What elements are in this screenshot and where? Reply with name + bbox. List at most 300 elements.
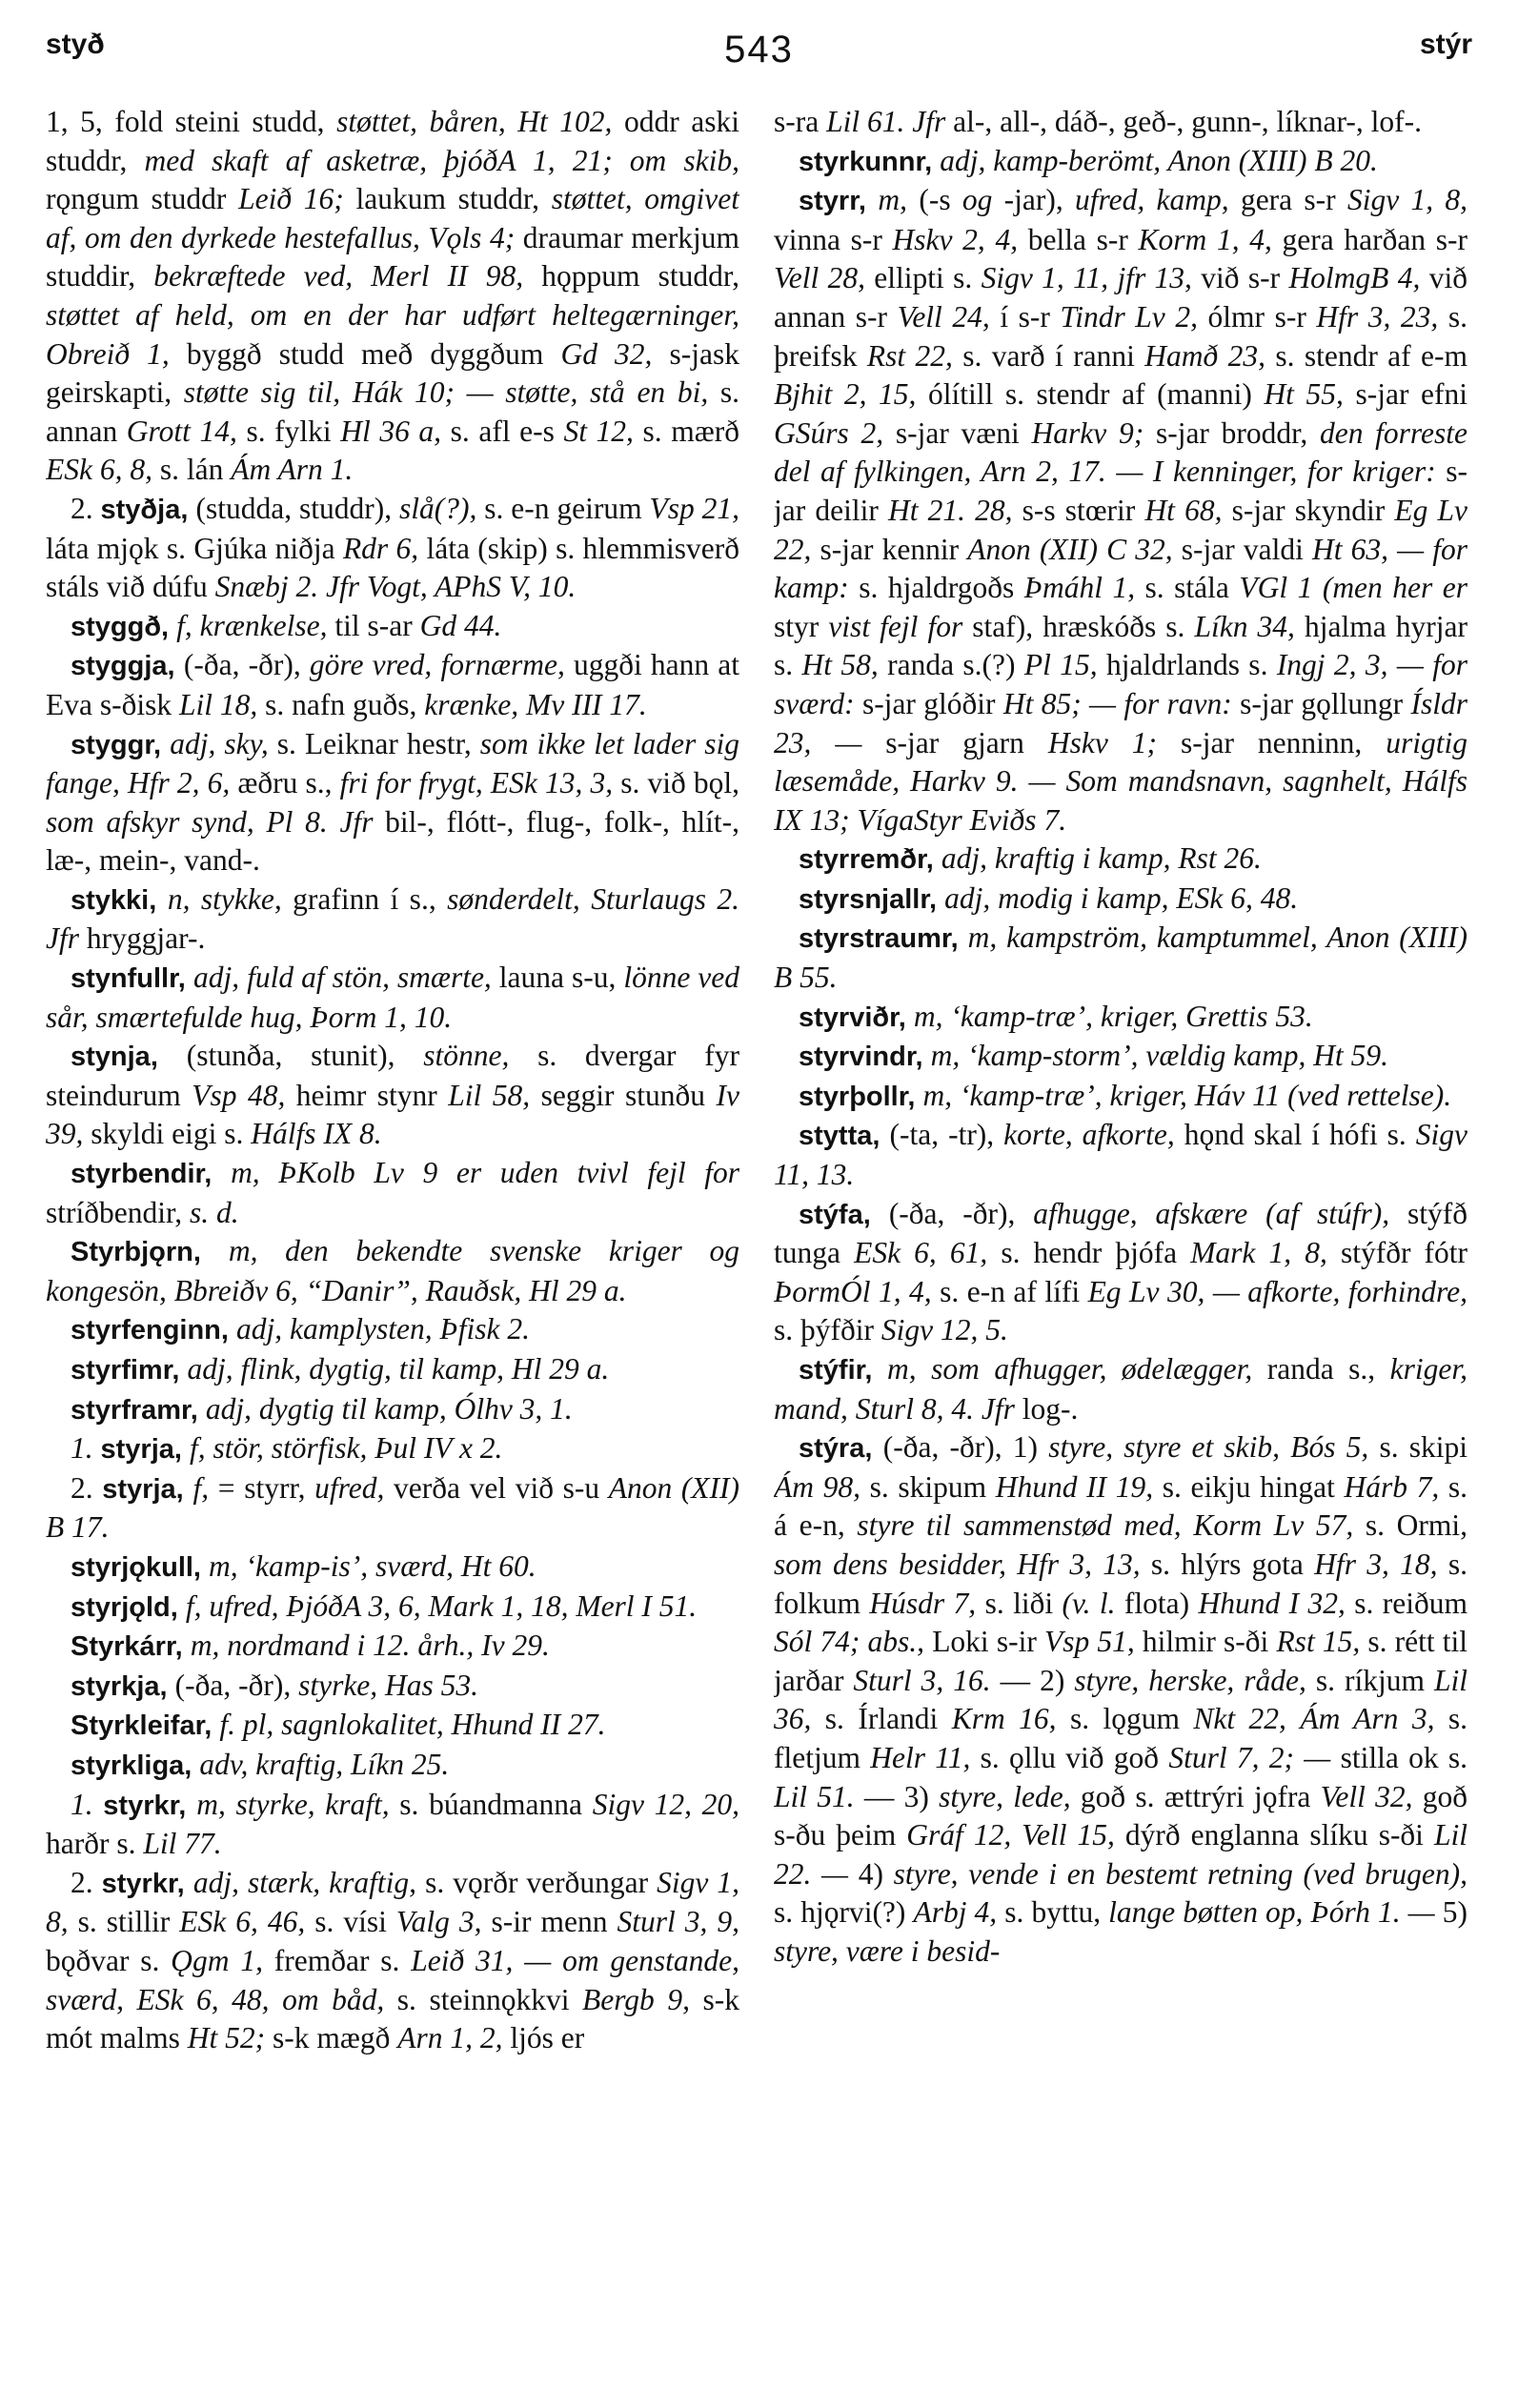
entry-text: hjalma hyrjar s. xyxy=(774,609,1467,682)
entry-text: s-jar gǫllungr xyxy=(1240,686,1411,720)
entry-text: s. búandmanna xyxy=(399,1787,593,1821)
italic-text: Ht 55, xyxy=(1264,377,1356,412)
italic-text: Sturl 3, 16. xyxy=(853,1663,1001,1697)
entry-text: s-k mót malms xyxy=(46,1982,739,2055)
headword: Styrbjǫrn, xyxy=(71,1237,229,1268)
headword: stýfir, xyxy=(799,1355,888,1386)
entry-text: við s-r xyxy=(1201,261,1289,295)
italic-text: styre til sammenstød med, Korm Lv 57, xyxy=(857,1508,1366,1543)
entry-text: s. steinnǫkkvi xyxy=(396,1982,582,2016)
italic-text: Sigv 12, 20, xyxy=(592,1787,739,1821)
italic-text: Eg Lv 30, — afkorte, forhindre, xyxy=(1087,1274,1467,1308)
italic-text: Þmáhl 1, xyxy=(1023,571,1145,605)
italic-text: ufred, kamp, xyxy=(1075,183,1241,217)
italic-text: Valg 3, xyxy=(395,1905,492,1939)
italic-text: St 12, xyxy=(563,414,643,448)
italic-text: Anon (XII) B 17. xyxy=(46,1470,739,1545)
italic-text: adv, kraftig, Líkn 25. xyxy=(199,1747,450,1781)
entry-text: s. hjaldrgoðs xyxy=(859,571,1024,605)
headword: styggð, xyxy=(71,611,177,642)
entry-text: 2. xyxy=(71,1865,102,1899)
entry-text: s. stillir xyxy=(77,1905,180,1939)
entry-text: 5) xyxy=(1442,1895,1467,1930)
dictionary-entry xyxy=(46,725,739,880)
entry-text: (-ða, -ðr), 1) xyxy=(882,1430,1049,1465)
entry-text: 2. xyxy=(71,491,101,525)
entry-text: s-jask geirskapti, xyxy=(46,336,739,410)
italic-text: med skaft af asketræ, þjóðA 1, 21; om skib, xyxy=(144,143,739,177)
headword: styrstraumr, xyxy=(799,923,968,955)
headword: styrja, xyxy=(102,1473,193,1505)
italic-text: ESk 6, 46, xyxy=(179,1905,315,1939)
italic-text: Hfr 3, 23, xyxy=(1316,299,1448,334)
entry-text: s. hjǫrvi(?) xyxy=(774,1895,914,1930)
italic-text: m, ‘kamp-storm’, vældig kamp, Ht 59. xyxy=(930,1039,1388,1073)
entry-text: s. folkum xyxy=(774,1547,1467,1620)
dictionary-entry xyxy=(774,1077,1467,1117)
entry-text: 1, 5, xyxy=(46,105,115,138)
italic-text: f, krænkelse, xyxy=(176,608,335,642)
italic-text: göre vred, fornærme, xyxy=(309,648,574,682)
entry-text: s. Leiknar hestr, xyxy=(276,726,480,760)
entry-text: s-jar gjarn xyxy=(885,725,1048,759)
entry-text: s. þýfðir xyxy=(774,1313,881,1347)
entry-text: s. lán xyxy=(159,453,232,487)
italic-text: Nkt 22, Ám Arn 3, xyxy=(1193,1702,1448,1736)
italic-text: 1. xyxy=(71,1431,101,1466)
dictionary-entry xyxy=(774,1037,1467,1077)
italic-text: Arn 1, 2, xyxy=(397,2021,511,2055)
headword: styðja, xyxy=(100,494,196,525)
entry-text: hjaldrlands s. xyxy=(1105,648,1277,682)
headword: stýfa, xyxy=(799,1199,889,1230)
headword: stynfullr, xyxy=(71,963,194,995)
dictionary-entry xyxy=(774,840,1467,880)
italic-text: afhugge, afskære (af stúfr), xyxy=(1033,1196,1407,1230)
left-running-head: styð xyxy=(46,29,105,60)
entry-text: byggð studd með dyggðum xyxy=(186,336,561,371)
entry-text: s. annan xyxy=(46,375,739,448)
italic-text: Sigv 12, 5. xyxy=(880,1313,1008,1347)
headword: styggja, xyxy=(71,651,184,682)
italic-text: Ht 52; xyxy=(187,2021,273,2055)
headword: styrja, xyxy=(100,1434,190,1466)
dictionary-entry xyxy=(46,1588,739,1628)
headword: stykki, xyxy=(71,884,168,916)
italic-text: m, ÞKolb Lv 9 er uden tvivl fejl for xyxy=(231,1156,739,1190)
dictionary-entry xyxy=(46,103,739,490)
entry-text: dýrð englanna slíku s-ði xyxy=(1124,1818,1434,1852)
italic-text: Lil 36, xyxy=(774,1663,1467,1736)
entry-text: (stunða, stunit), xyxy=(186,1039,424,1073)
entry-text: s. Ormi, xyxy=(1365,1508,1467,1543)
italic-text: styre, lede, xyxy=(939,1779,1081,1813)
italic-text: Rst 22, xyxy=(866,338,963,373)
italic-text: støttet, omgivet af, om den dyrkede hestefallus, Vǫls 4; xyxy=(46,182,739,254)
italic-text: Lil 51. xyxy=(774,1779,864,1813)
headword: Styrkárr, xyxy=(71,1631,191,1663)
headword: styrjǫkull, xyxy=(71,1551,210,1583)
entry-text: al-, all-, dáð-, geð-, gunn-, líknar-, lof-. xyxy=(953,105,1422,138)
dictionary-entry xyxy=(46,1310,739,1350)
entry-text: bǫðvar s. xyxy=(46,1943,172,1977)
entry-text: staf), hræskóðs s. xyxy=(972,609,1195,643)
headword: styrkr, xyxy=(103,1790,197,1821)
dictionary-entry xyxy=(46,1786,739,1864)
italic-text: Hskv 1; xyxy=(1047,725,1181,759)
entry-text: gera s-r xyxy=(1240,183,1347,217)
entry-text: s-jar broddr, xyxy=(1155,415,1320,450)
italic-text: 1. xyxy=(71,1787,104,1821)
italic-text: bekræftede ved, Merl II 98, xyxy=(153,259,542,293)
headword: styrfenginn, xyxy=(71,1315,237,1346)
entry-text: ólítill s. stendr af (manni) xyxy=(927,377,1265,412)
italic-text: f. pl, sagnlokalitet, Hhund II 27. xyxy=(219,1708,606,1742)
entry-text: (-ða, -ðr), xyxy=(174,1668,299,1702)
dictionary-entry xyxy=(774,1350,1467,1428)
entry-text: randa s.(?) xyxy=(887,648,1024,682)
dictionary-entry xyxy=(46,1429,739,1469)
italic-text: Grott 14, xyxy=(126,414,247,448)
entry-text: s. liði xyxy=(984,1586,1063,1620)
italic-text: Sigv 1, 8, xyxy=(46,1865,739,1939)
italic-text: Hhund II 19, xyxy=(995,1469,1163,1504)
entry-text: styr xyxy=(774,609,829,643)
entry-text: s. Írlandi xyxy=(824,1702,952,1736)
entry-text: (-ða, -ðr), xyxy=(888,1196,1034,1230)
entry-text: s. varð í ranni xyxy=(962,338,1145,373)
italic-text: adj, fuld af stön, smærte, xyxy=(193,961,499,995)
italic-text: Helr 11, xyxy=(870,1740,981,1774)
headword: stytta, xyxy=(799,1121,890,1152)
entry-text: flota) xyxy=(1123,1586,1199,1620)
headword: styrvindr, xyxy=(799,1042,931,1073)
dictionary-entry xyxy=(46,490,739,607)
dictionary-entry xyxy=(46,959,739,1037)
italic-text: Ht 58, xyxy=(801,648,888,682)
italic-text: m, ‘kamp-træ’, kriger, Grettis 53. xyxy=(913,999,1313,1033)
italic-text: Hamð 23, xyxy=(1144,338,1276,373)
dictionary-entry xyxy=(46,1864,739,2058)
italic-text: krænke, Mv III 17. xyxy=(424,687,647,721)
italic-text: Hálfs IX 8. xyxy=(251,1117,382,1151)
right-running-head: stýr xyxy=(1419,29,1472,60)
italic-text: m, ‘kamp-is’, sværd, Ht 60. xyxy=(209,1548,536,1583)
dictionary-entry xyxy=(46,880,739,959)
italic-text: korte, afkorte, xyxy=(1003,1118,1184,1152)
entry-text: harðr s. xyxy=(46,1827,144,1861)
italic-text: adj, kamp-berömt, Anon (XIII) B 20. xyxy=(940,143,1378,177)
italic-text: ESk 6, 61, xyxy=(854,1236,1002,1270)
entry-text: s. skipi xyxy=(1379,1430,1467,1465)
entry-text: s-jar glóðir xyxy=(861,686,1003,720)
headword: styrframr, xyxy=(71,1394,206,1426)
italic-text: Ám 98, xyxy=(774,1469,870,1504)
headword: stýra, xyxy=(799,1433,883,1465)
italic-text: slå(?), xyxy=(398,491,485,525)
entry-text: s-jar valdi xyxy=(1181,532,1312,566)
italic-text: den forreste del af fylkingen, Arn 2, 17. — I kenninger, for kriger: xyxy=(774,415,1467,489)
headword: styrþollr, xyxy=(799,1081,923,1112)
italic-text: Sigv 1, 8, xyxy=(1346,183,1467,217)
entry-text: s. byttu, xyxy=(1004,1895,1109,1930)
italic-text: Bjhit 2, 15, xyxy=(774,377,928,412)
italic-text: lönne ved sår, smærtefulde hug, Þorm 1, 10. xyxy=(46,961,739,1034)
entry-text: hilmir s-ði xyxy=(1142,1625,1277,1659)
italic-text: Vsp 48, xyxy=(192,1078,296,1112)
entry-text: s. eikju hingat xyxy=(1162,1469,1345,1504)
entry-text: oddr aski studdr, xyxy=(46,105,739,177)
entry-text: verða vel við s-u xyxy=(394,1470,609,1505)
entry-text: s. afl e-s xyxy=(450,414,564,448)
italic-text: stönne, xyxy=(423,1039,538,1073)
italic-text: Harkv 9; xyxy=(1031,415,1156,450)
italic-text: Eg Lv 22, xyxy=(774,493,1467,566)
entry-text: æðru s., xyxy=(237,766,340,800)
entry-text: stilla ok s. xyxy=(1340,1740,1467,1774)
entry-text: (studda, studdr), xyxy=(195,491,399,525)
italic-text: Gd 44. xyxy=(419,608,502,642)
italic-text: Líkn 34, xyxy=(1194,609,1305,643)
headword: styrkunnr, xyxy=(799,146,941,177)
italic-text: støttet, båren, Ht 102, xyxy=(336,105,624,138)
headword: styrbendir, xyxy=(71,1159,232,1190)
entry-text: s. e-n af lífi xyxy=(940,1274,1088,1308)
italic-text: sønderdelt, Sturlaugs 2. Jfr xyxy=(46,881,739,956)
dictionary-entry xyxy=(46,646,739,724)
italic-text: støtte sig til, Hák 10; — støtte, stå en bi, xyxy=(183,375,720,410)
italic-text: Rdr 6, xyxy=(342,531,427,565)
entry-text: í s-r xyxy=(1000,299,1061,334)
entry-text: uggði hann at Eva s-ðisk xyxy=(46,648,739,721)
dictionary-entry xyxy=(46,607,739,647)
entry-text: s. fletjum xyxy=(774,1702,1467,1774)
entry-text: ólmr s-r xyxy=(1207,299,1317,334)
italic-text: Sturl 7, 2; — xyxy=(1168,1740,1341,1774)
entry-text: s. á e-n, xyxy=(774,1469,1467,1543)
italic-text: adj, kraftig i kamp, Rst 26. xyxy=(941,841,1262,876)
italic-text: Ht 85; — for ravn: xyxy=(1002,686,1241,720)
italic-text: HolmgB 4, xyxy=(1288,261,1429,295)
entry-text: s. dvergar fyr steindurum xyxy=(46,1039,739,1112)
entry-text: hryggjar-. xyxy=(86,921,206,956)
italic-text: styre, være i besid- xyxy=(774,1933,1001,1968)
entry-text: hǫppum studdr, xyxy=(541,259,739,293)
headword: styrkr, xyxy=(101,1868,193,1899)
entry-text: goð s-ðu þeim xyxy=(774,1779,1467,1852)
entry-text: s. e-n geirum xyxy=(484,491,650,525)
entry-text: s-jar deilir xyxy=(774,455,1467,527)
entry-text: s-k mægð xyxy=(273,2021,398,2055)
entry-text: Loki s-ir xyxy=(932,1625,1044,1659)
italic-text: GSúrs 2, xyxy=(774,415,896,450)
entry-text: bella s-r xyxy=(1027,222,1139,256)
entry-text: s-s stœrir xyxy=(1022,493,1145,527)
entry-text: s. fylki xyxy=(246,414,341,448)
entry-text: s-jar nenninn, xyxy=(1180,725,1386,759)
entry-text: s-jar væni xyxy=(895,415,1032,450)
italic-text: f, ufred, ÞjóðA 3, 6, Mark 1, 18, Merl I 51. xyxy=(185,1588,698,1623)
italic-text: m, styrke, kraft, xyxy=(196,1787,400,1821)
entry-text: s. þreifsk xyxy=(774,299,1467,373)
entry-text: s. við bǫl, xyxy=(620,766,739,800)
italic-text: Lil 77. xyxy=(143,1827,222,1861)
entry-text: — 2) xyxy=(1000,1663,1075,1697)
dictionary-entry xyxy=(774,1195,1467,1350)
italic-text: som afskyr synd, Pl 8. Jfr xyxy=(46,804,386,839)
italic-text: Hskv 2, 4, xyxy=(892,222,1028,256)
entry-text: s. hendr þjófa xyxy=(1001,1236,1191,1270)
headword: styrr, xyxy=(799,186,879,217)
italic-text: f, stör, störfisk, Þul IV x 2. xyxy=(190,1431,503,1466)
entry-text: s. vǫrðr verðungar xyxy=(425,1865,658,1899)
italic-text: f, xyxy=(192,1470,218,1505)
italic-text: Sól 74; abs., xyxy=(774,1625,933,1659)
italic-text: Sturl 3, 9, xyxy=(617,1905,739,1939)
italic-text: Pl 15, xyxy=(1023,648,1106,682)
entry-text: s. hlýrs gota xyxy=(1150,1547,1315,1581)
italic-text: som ikke let lader sig fange, Hfr 2, 6, xyxy=(46,726,739,800)
italic-text: adj, modig i kamp, ESk 6, 48. xyxy=(944,880,1299,915)
entry-text: ellipti s. xyxy=(874,261,982,295)
italic-text: Krm 16, xyxy=(951,1702,1070,1736)
entry-text: s. skipum xyxy=(869,1469,996,1504)
dictionary-entry xyxy=(774,919,1467,997)
italic-text: Vell 32, xyxy=(1320,1779,1423,1813)
italic-text: (v. l. xyxy=(1062,1586,1124,1620)
italic-text: adj, dygtig til kamp, Ólhv 3, 1. xyxy=(205,1391,573,1426)
entry-text: log-. xyxy=(1022,1391,1079,1426)
italic-text: Húsdr 7, xyxy=(869,1586,985,1620)
headword: Styrkleifar, xyxy=(71,1710,220,1742)
dictionary-entry xyxy=(46,1232,739,1310)
italic-text: Hhund I 32, xyxy=(1198,1586,1355,1620)
entry-text: seggir stunðu xyxy=(540,1078,717,1112)
italic-text: Hfr 3, 18, xyxy=(1314,1547,1448,1581)
entry-text: stríðbendir, xyxy=(46,1195,190,1229)
entry-text: s. reiðum xyxy=(1354,1586,1467,1620)
italic-text: lange bøtten op, Þórh 1. — xyxy=(1108,1895,1443,1930)
italic-text: Lil 61. Jfr xyxy=(826,105,954,138)
headword: styrkliga, xyxy=(71,1750,200,1781)
italic-text: Gráf 12, Vell 15, xyxy=(906,1818,1125,1852)
entry-text: láta mjǫk s. Gjúka niðja xyxy=(46,531,343,565)
entry-text: s. ríkjum xyxy=(1315,1663,1434,1697)
italic-text: Lil 22. — xyxy=(774,1818,1467,1891)
italic-text: m, kampström, kamptummel, Anon (XIII) B 55. xyxy=(774,921,1467,995)
entry-text: (-ða, -ðr), xyxy=(183,648,310,682)
entry-text: s-jar efni xyxy=(1355,377,1467,412)
dictionary-entry xyxy=(774,1116,1467,1194)
italic-text: m, som afhugger, ødelægger, xyxy=(887,1352,1267,1386)
entry-text: láta (skip) s. hlemmisverð stáls við dúfu xyxy=(46,531,739,604)
entry-text: gera harðan s-r xyxy=(1282,222,1467,256)
italic-text: m, ‘kamp-træ’, kriger, Háv 11 (ved rettelse). xyxy=(922,1078,1452,1112)
entry-text: laukum studdr, xyxy=(355,182,552,216)
entry-text: 4) xyxy=(858,1856,894,1891)
italic-text: styre, vende i en bestemt retning (ved brugen), xyxy=(893,1856,1467,1891)
italic-text: Hl 36 a, xyxy=(340,414,451,448)
page-number: 543 xyxy=(724,29,794,71)
entry-text: s. stála xyxy=(1144,571,1240,605)
left-column xyxy=(46,103,739,2385)
dictionary-entry xyxy=(46,1037,739,1154)
italic-text: adj, stærk, kraftig, xyxy=(192,1865,426,1899)
dictionary-entry xyxy=(774,998,1467,1038)
dictionary-entry xyxy=(46,1627,739,1667)
entry-text: fold steini studd, xyxy=(114,105,337,138)
dictionary-entry xyxy=(46,1746,739,1786)
headword: styrremðr, xyxy=(799,844,941,876)
italic-text: Mark 1, 8, xyxy=(1190,1236,1341,1270)
entry-text: hǫnd skal í hófi s. xyxy=(1184,1118,1416,1152)
italic-text: styre, styre et skib, Bós 5, xyxy=(1048,1430,1380,1465)
entry-text: -jar), xyxy=(1003,183,1076,217)
italic-text: og xyxy=(961,183,1004,217)
italic-text: adj, sky, xyxy=(170,726,277,760)
italic-text: fri for frygt, ESk 13, 3, xyxy=(339,766,621,800)
entry-text: vinna s-r xyxy=(774,222,893,256)
dictionary-entry xyxy=(46,1706,739,1746)
italic-text: s. d. xyxy=(189,1195,239,1229)
dictionary-entry xyxy=(774,181,1467,840)
italic-text: Iv 39, xyxy=(46,1078,739,1151)
italic-text: støttet af held, om en der har udført heltegærninger, Obreið 1, xyxy=(46,297,739,371)
italic-text: adj, flink, dygtig, til kamp, Hl 29 a. xyxy=(187,1352,610,1386)
italic-text: Arbj 4, xyxy=(913,1895,1005,1930)
italic-text: Ht 68, xyxy=(1144,493,1232,527)
dictionary-entry xyxy=(774,1428,1467,1971)
entry-text: heimr stynr xyxy=(295,1078,449,1112)
entry-text: ljós er xyxy=(510,2021,585,2055)
dictionary-entry xyxy=(46,1667,739,1707)
italic-text: Hárb 7, xyxy=(1344,1469,1448,1504)
headword: styrsnjallr, xyxy=(799,883,945,915)
italic-text: vist fejl for xyxy=(828,609,973,643)
italic-text: Tindr Lv 2, xyxy=(1060,299,1208,334)
italic-text: VGl 1 (men her er xyxy=(1239,571,1467,605)
entry-text: s. nafn guðs, xyxy=(265,687,425,721)
entry-text: = styrr, xyxy=(217,1470,315,1505)
italic-text: kriger, mand, Sturl 8, 4. Jfr xyxy=(774,1352,1467,1426)
entry-text: við annan s-r xyxy=(774,261,1467,334)
italic-text: ufred, xyxy=(314,1470,394,1505)
italic-text: Ht 63, — for kamp: xyxy=(774,532,1467,605)
italic-text: styrke, Has 53. xyxy=(298,1668,479,1702)
entry-text: draumar merkjum studdir, xyxy=(46,220,739,293)
italic-text: Snæbj 2. Jfr Vogt, APhS V, 10. xyxy=(214,570,577,604)
italic-text: Ísldr 23, — xyxy=(774,686,1467,759)
italic-text: adj, kamplysten, Þfisk 2. xyxy=(236,1312,530,1346)
italic-text: ESk 6, 8, xyxy=(46,453,160,487)
italic-text: Anon (XII) C 32, xyxy=(967,532,1182,566)
italic-text: Vsp 51, xyxy=(1043,1625,1143,1659)
entry-text: launa s-u, xyxy=(498,961,624,995)
headword: styrkja, xyxy=(71,1670,175,1702)
italic-text: m, nordmand i 12. årh., Iv 29. xyxy=(190,1629,550,1663)
entry-text: grafinn í s., xyxy=(293,881,448,916)
headword: styrviðr, xyxy=(799,1002,914,1033)
italic-text: Vell 24, xyxy=(897,299,1001,334)
italic-text: Gd 32, xyxy=(560,336,670,371)
italic-text: m, den bekendte svenske kriger og kongesön, Bbreiðv 6, “Danir”, Rauðsk, Hl 29 a. xyxy=(46,1234,739,1307)
italic-text: Ám Arn 1. xyxy=(231,453,354,487)
entry-text: rǫngum studdr xyxy=(46,182,239,216)
entry-text: fremðar s. xyxy=(273,1943,412,1977)
italic-text: n, stykke, xyxy=(167,881,293,916)
entry-text: — 3) xyxy=(863,1779,940,1813)
headword: stynja, xyxy=(71,1042,187,1073)
